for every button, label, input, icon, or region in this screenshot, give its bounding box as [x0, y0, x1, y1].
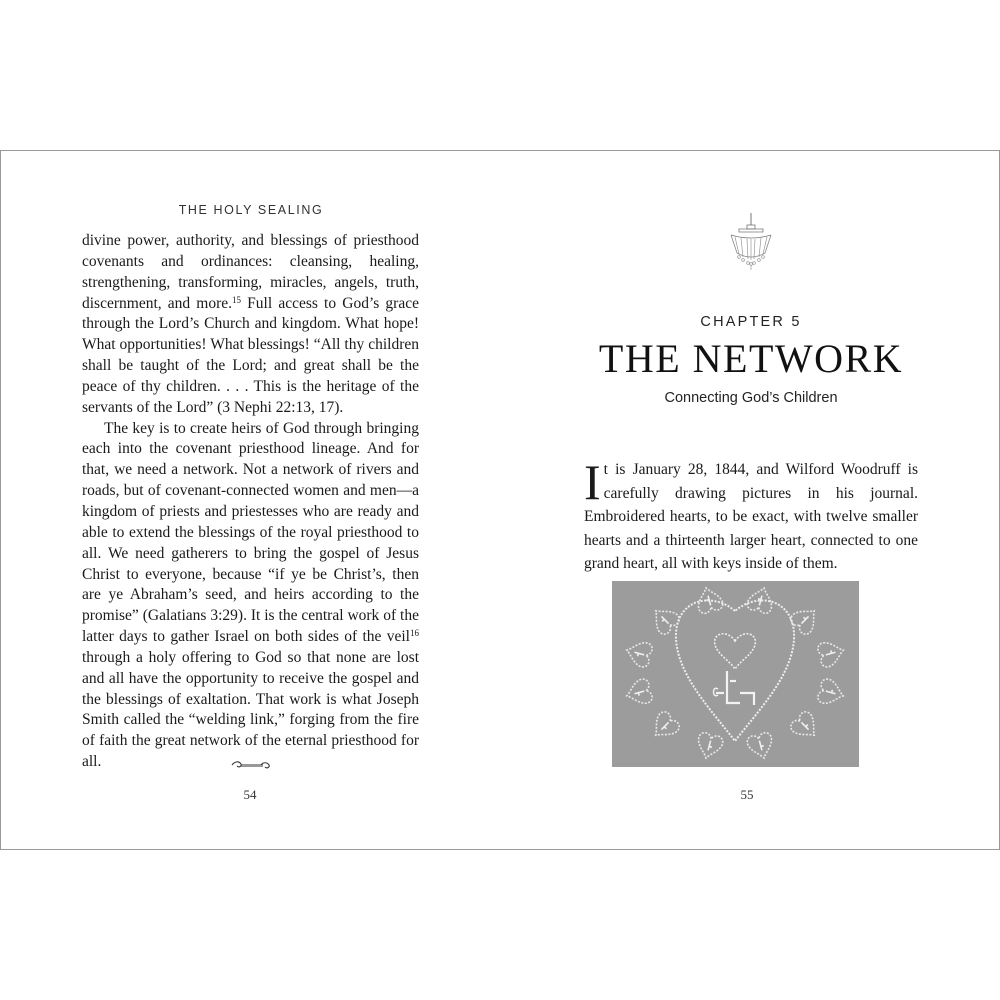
key-mark — [826, 688, 836, 693]
chapter-title: THE NETWORK — [598, 336, 904, 381]
hearts-drawing — [612, 581, 859, 767]
opening-paragraph — [584, 454, 918, 576]
text-run: Full access to God’s grace through the Lord’s Church and kingdom. What hope! What opportunities! What blessings! “All thy children shall be taught of the Lord; and great shall be the peace of thy children. . . . This is the heritage of the servants of the Lord” (3 Nephi 22:13, 17). — [82, 294, 419, 416]
text-run: through a holy offering to God so that none are lost and all have the opportunity to receive the gospel and the blessings of exaltation. That work is what Joseph Smith called the “welding link,” forging from the fire of faith the great network of the eternal priesthood for all. — [82, 648, 419, 771]
right-page-body — [584, 454, 918, 576]
scroll-flourish-icon — [229, 758, 273, 772]
running-head: THE HOLY SEALING — [178, 203, 324, 217]
left-page-body — [82, 231, 419, 773]
footnote-marker: 16 — [410, 628, 419, 639]
key-mark — [635, 691, 645, 696]
key-mark — [759, 740, 764, 750]
journal-drawing-image — [612, 581, 859, 767]
key-mark — [825, 649, 835, 654]
book-spread — [0, 150, 1000, 850]
footnote-marker: 15 — [232, 294, 242, 305]
key-mark — [801, 720, 810, 729]
page-number-right: 55 — [740, 787, 754, 802]
key-mark — [659, 616, 668, 625]
text-run: divine power, authority, and blessings of priesthood covenants and ordinances: cleansing, healing, strengthening, transforming, miracles, angels, truth, discernment, and more. — [82, 232, 419, 312]
drop-cap: I — [584, 454, 601, 510]
chapter-subtitle: Connecting God’s Children — [664, 390, 838, 406]
opening-text: t is January 28, 1844, and Wilford Woodruff is carefully drawing pictures in his journal. Embroidered hearts, to be exact, with twelve smaller hearts and a thirteenth larger heart, connected to one grand heart, all with keys inside of them. — [584, 461, 918, 572]
key-mark — [708, 741, 713, 751]
text-run: The key is to create heirs of God through bringing each into the covenant priesthood lineage. And for that, we need a network. Not a network of rivers and roads, but of covenant-connected women and men—a kingdom of priests and priestesses who are ready and able to extend the blessings of the royal priesthood to all. We need gatherers to bring the gospel of Jesus Christ to everyone, because “if ye be Christ’s, then are ye Abraham’s seed, and heirs according to the promise” (Galatians 3:29). It is the central work of the latter days to gather Israel on both sides of the veil — [82, 419, 419, 646]
key-mark — [634, 652, 644, 657]
chapter-label: CHAPTER 5 — [700, 314, 802, 330]
body-paragraph — [82, 231, 419, 419]
key-mark — [661, 722, 670, 731]
chandelier-icon — [723, 213, 779, 271]
key-mark — [799, 614, 808, 623]
page-number-left: 54 — [243, 787, 257, 802]
body-paragraph — [82, 419, 419, 773]
